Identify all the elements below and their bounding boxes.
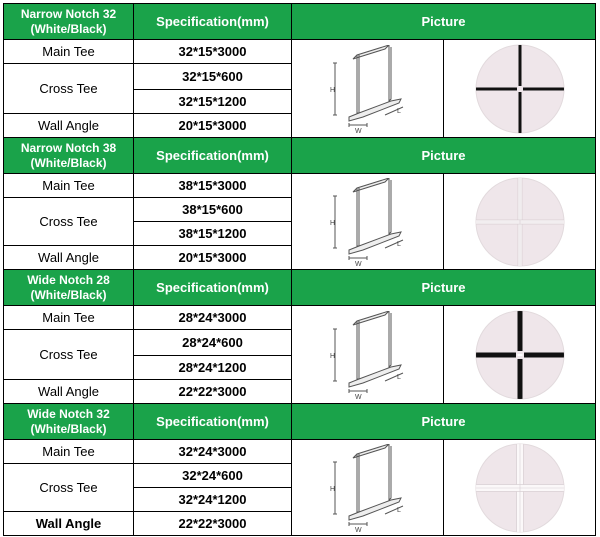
cross-sample-cell xyxy=(444,306,596,404)
cross-sample-cell xyxy=(444,440,596,536)
spec-value: 22*22*3000 xyxy=(134,380,292,404)
grid-cross-sample-image xyxy=(472,43,568,135)
series-color: (White/Black) xyxy=(30,287,107,302)
section-header-row xyxy=(4,4,596,40)
grid-cross-sample-image xyxy=(472,442,568,534)
spec-value: 38*15*3000 xyxy=(134,174,292,198)
section-header-row xyxy=(4,270,596,306)
series-name: Narrow Notch 32 xyxy=(20,6,117,21)
spec-value: 32*24*3000 xyxy=(134,440,292,464)
spec-value: 32*15*1200 xyxy=(134,90,292,114)
cross-sample-cell xyxy=(444,174,596,270)
height-label: H xyxy=(329,352,335,360)
length-label: L xyxy=(396,240,401,248)
series-name: Wide Notch 32 xyxy=(27,406,110,421)
series-color: (White/Black) xyxy=(30,21,107,36)
component-wall-angle: Wall Angle xyxy=(4,246,134,270)
cross-sample-cell xyxy=(444,40,596,138)
picture-header: Picture xyxy=(292,270,596,306)
component-main-tee: Main Tee xyxy=(4,306,134,330)
series-color: (White/Black) xyxy=(30,155,107,170)
profile-drawing-cell xyxy=(292,306,444,404)
component-main-tee: Main Tee xyxy=(4,440,134,464)
spec-value: 32*15*600 xyxy=(134,64,292,90)
table-row xyxy=(4,306,596,330)
spec-value: 32*24*1200 xyxy=(134,488,292,512)
width-label: W xyxy=(354,260,362,266)
series-name-cell xyxy=(4,138,134,174)
section-header-row xyxy=(4,138,596,174)
spec-value: 32*24*600 xyxy=(134,464,292,488)
spec-value: 28*24*3000 xyxy=(134,306,292,330)
tee-profile-drawing xyxy=(323,45,413,133)
picture-header: Picture xyxy=(292,4,596,40)
component-wall-angle: Wall Angle xyxy=(4,114,134,138)
component-cross-tee: Cross Tee xyxy=(4,64,134,114)
height-label: H xyxy=(329,485,335,493)
tee-profile-drawing xyxy=(323,311,413,399)
spec-value: 32*15*3000 xyxy=(134,40,292,64)
spec-value: 28*24*1200 xyxy=(134,356,292,380)
spec-value: 22*22*3000 xyxy=(134,512,292,536)
component-wall-angle: Wall Angle xyxy=(4,380,134,404)
series-name-cell xyxy=(4,404,134,440)
component-wall-angle: Wall Angle xyxy=(4,512,134,536)
section-header-row xyxy=(4,404,596,440)
grid-cross-sample-image xyxy=(472,176,568,268)
width-label: W xyxy=(354,393,362,399)
profile-drawing-cell xyxy=(292,440,444,536)
series-name-cell xyxy=(4,4,134,40)
ceiling-grid-spec-table xyxy=(3,3,596,536)
width-label: W xyxy=(354,127,362,133)
length-label: L xyxy=(396,107,401,115)
spec-header: Specification(mm) xyxy=(134,4,292,40)
component-main-tee: Main Tee xyxy=(4,174,134,198)
component-cross-tee: Cross Tee xyxy=(4,198,134,246)
series-color: (White/Black) xyxy=(30,421,107,436)
series-name-cell xyxy=(4,270,134,306)
length-label: L xyxy=(396,373,401,381)
tee-profile-drawing xyxy=(323,444,413,532)
table-row xyxy=(4,40,596,64)
spec-header: Specification(mm) xyxy=(134,404,292,440)
component-cross-tee: Cross Tee xyxy=(4,330,134,380)
width-label: W xyxy=(354,526,362,532)
spec-value: 38*15*600 xyxy=(134,198,292,222)
series-name: Wide Notch 28 xyxy=(27,272,110,287)
tee-profile-drawing xyxy=(323,178,413,266)
series-name: Narrow Notch 38 xyxy=(20,140,117,155)
component-main-tee: Main Tee xyxy=(4,40,134,64)
picture-header: Picture xyxy=(292,138,596,174)
spec-header: Specification(mm) xyxy=(134,138,292,174)
profile-drawing-cell xyxy=(292,40,444,138)
table-row xyxy=(4,174,596,198)
spec-value: 20*15*3000 xyxy=(134,114,292,138)
height-label: H xyxy=(329,86,335,94)
profile-drawing-cell xyxy=(292,174,444,270)
grid-cross-sample-image xyxy=(472,309,568,401)
length-label: L xyxy=(396,506,401,514)
component-cross-tee: Cross Tee xyxy=(4,464,134,512)
spec-value: 28*24*600 xyxy=(134,330,292,356)
height-label: H xyxy=(329,219,335,227)
spec-value: 38*15*1200 xyxy=(134,222,292,246)
spec-value: 20*15*3000 xyxy=(134,246,292,270)
table-row xyxy=(4,440,596,464)
spec-header: Specification(mm) xyxy=(134,270,292,306)
picture-header: Picture xyxy=(292,404,596,440)
